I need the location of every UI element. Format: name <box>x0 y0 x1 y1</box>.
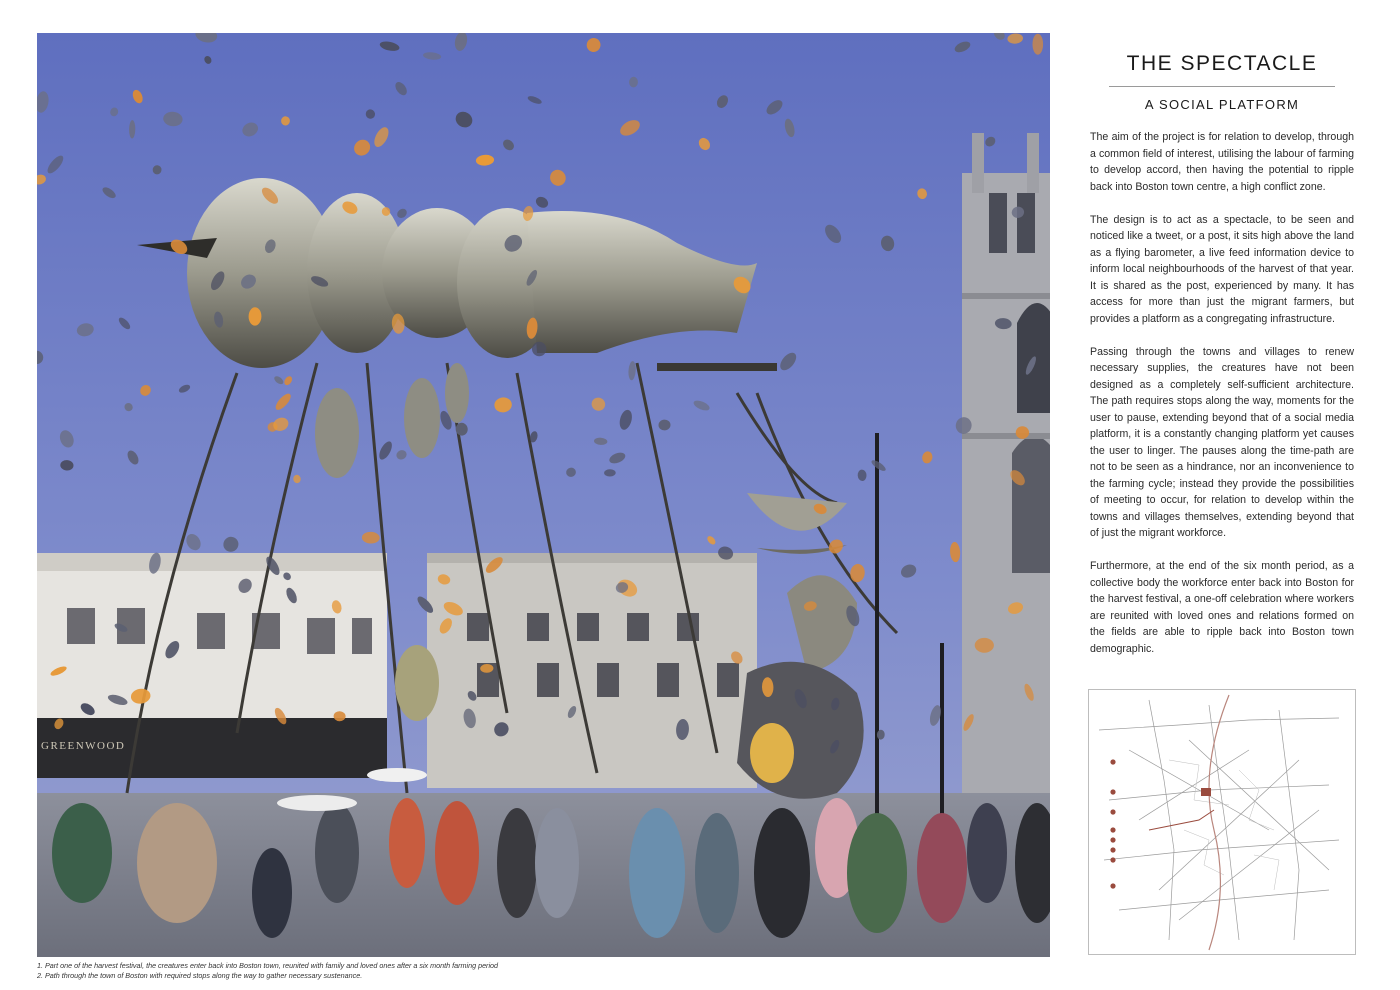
paragraph-3: Passing through the towns and villages to renew necessary supplies, the creatures have not been designed as a completely self-sufficient architecture. The path requires stops along the way, moments for the user to pause, extending beyond that of a social media platform, it is a constantly changing platform yet causes the user to linger. The pauses along the time-path are not to be seen as a hindrance, nor an inconvenience to the farming cycle; instead they provide the possibilities of meeting to occur, for relation to develop within the towns and villages themselves, extending beyond that of just the migrant workforce. <box>1090 345 1354 539</box>
confetti-piece <box>1033 34 1044 55</box>
church-tower <box>962 133 1050 813</box>
body-text <box>1090 129 1354 657</box>
text-panel <box>1090 33 1354 674</box>
collage-image <box>37 33 1050 957</box>
left-building <box>37 553 387 778</box>
figure-captions <box>37 961 1050 981</box>
caption-2: 2. Path through the town of Boston with required stops along the way to gather necessary sustenance. <box>37 971 363 980</box>
paragraph-1: The aim of the project is for relation to develop, through a common field of interest, utilising the labour of farming to develop accord, then having the potential to ripple back into Boston town centre, a high conflict zone. <box>1090 131 1354 193</box>
creature-foot-structure <box>737 662 864 799</box>
page-title: THE SPECTACLE <box>1126 52 1318 75</box>
street-map <box>1089 690 1355 954</box>
title-divider <box>1109 86 1335 87</box>
shop-sign: GREENWOOD <box>41 740 126 752</box>
town-centre-marker <box>1201 788 1211 796</box>
boston-path-map <box>1088 689 1356 955</box>
harvest-festival-collage <box>37 33 1050 957</box>
paragraph-4: Furthermore, at the end of the six month period, as a collective body the workforce enter back into Boston for the harvest festival, a one-off celebration where workers are reunited with loved ones and relations formed on the fields are able to ripple back into Boston town demographic. <box>1090 560 1354 655</box>
page-subtitle: A SOCIAL PLATFORM <box>1144 97 1300 112</box>
caption-1: 1. Part one of the harvest festival, the creatures enter back into Boston town, reunited with family and loved ones after a six month farming period <box>37 961 499 970</box>
confetti-piece <box>1016 426 1029 439</box>
paragraph-2: The design is to act as a spectacle, to be seen and noticed like a tweet, or a post, it sits high above the land as a flying barometer, a live feed information device to inform local neighbourhoods of the harvest of that year. It is shared as the post, experienced by many. It has access for more than just the migrant farmers, but provides a platform as a congregating infrastructure. <box>1090 213 1354 325</box>
